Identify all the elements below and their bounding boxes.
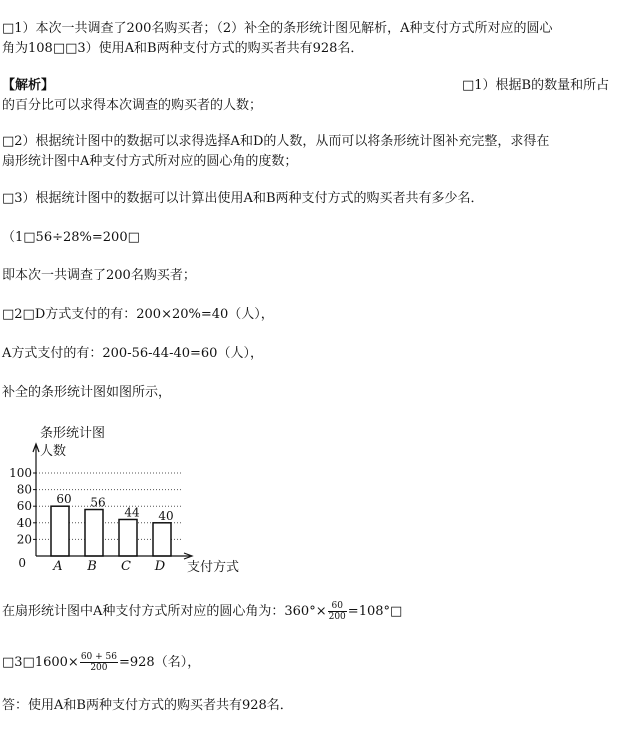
angle-fraction-denominator: 200 (328, 612, 346, 622)
y-tick-label: 40 (16, 515, 32, 530)
total-fraction-denominator: 200 (90, 663, 108, 673)
answer-line-2: 角为108□□3）使用A和B两种支付方式的购买者共有928名． (2, 41, 364, 56)
solution-line-7 (2, 652, 200, 673)
x-tick-label: C (121, 559, 131, 574)
solution-line-5: 补全的条形统计图如图所示， (2, 385, 172, 400)
bar-value-label: 40 (158, 508, 174, 523)
bar-value-label: 60 (56, 492, 72, 507)
solution-line-6 (2, 601, 402, 622)
y-tick-label: 80 (16, 482, 32, 497)
solution-line-3: □2□D方式支付的有：200×20%=40（人）， (2, 307, 274, 322)
bar-C (119, 519, 137, 556)
analysis-heading: 【解析】 (2, 78, 55, 93)
bar-B (85, 510, 103, 556)
solution-line-1: （1□56÷28%=200□ (2, 230, 140, 245)
bar-D (153, 523, 171, 556)
y-tick-label: 60 (16, 499, 32, 514)
angle-fraction (328, 601, 347, 622)
chart-title: 条形统计图 (40, 426, 106, 441)
analysis-line-2: 的百分比可以求得本次调查的购买者的人数； (2, 98, 263, 113)
y-tick-label: 100 (9, 466, 32, 480)
total-text: □3□1600× (2, 655, 79, 670)
final-answer: 答：使用A和B两种支付方式的购买者共有928名． (2, 698, 293, 713)
x-tick-label: B (87, 559, 97, 574)
chart-x-axis-label: 支付方式 (187, 560, 240, 575)
total-result: =928（名）， (119, 655, 201, 670)
x-tick-label: D (154, 559, 166, 574)
analysis-line-5: □3）根据统计图中的数据可以计算出使用A和B两种支付方式的购买者共有多少名． (2, 191, 484, 206)
solution-line-2: 即本次一共调查了200名购买者； (2, 268, 196, 283)
bar-chart (0, 418, 300, 583)
angle-result: =108°□ (347, 604, 403, 619)
chart-y-axis-label: 人数 (40, 444, 67, 459)
total-fraction-numerator: 60 + 56 (80, 652, 117, 662)
total-fraction (80, 652, 118, 673)
solution-line-4: A方式支付的有：200-56-44-40=60（人）， (2, 346, 263, 361)
y-tick-label: 20 (16, 532, 32, 547)
analysis-line-1-right: □1）根据B的数量和所占 (462, 78, 610, 93)
x-tick-label: A (53, 559, 63, 574)
answer-line-1: □1）本次一共调查了200名购买者；（2）补全的条形统计图见解析，A种支付方式所对应的圆心 (2, 21, 553, 36)
angle-fraction-numerator: 60 (328, 601, 347, 612)
angle-text: 在扇形统计图中A种支付方式所对应的圆心角为：360°× (2, 604, 327, 619)
analysis-line-3: □2）根据统计图中的数据可以求得选择A和D的人数，从而可以将条形统计图补充完整，求得在 (2, 134, 550, 149)
y-tick-label: 0 (18, 556, 26, 570)
bar-value-label: 44 (124, 505, 140, 520)
analysis-line-4: 扇形统计图中A种支付方式所对应的圆心角的度数； (2, 154, 298, 169)
bar-A (51, 506, 69, 556)
bar-value-label: 56 (90, 495, 106, 510)
